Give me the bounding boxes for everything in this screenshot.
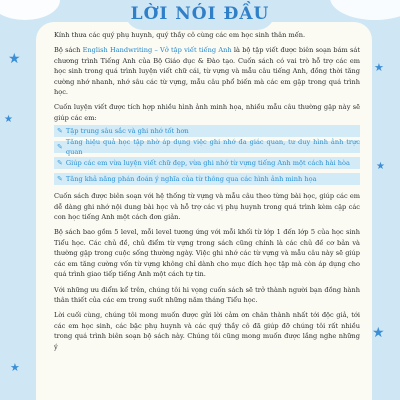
page-title: LỜI NÓI ĐẦU xyxy=(130,4,270,24)
list-item xyxy=(54,125,360,137)
star-icon: ★ xyxy=(4,114,13,125)
benefits-intro-paragraph: Cuốn luyện viết được tích hợp nhiều hình ảnh minh họa, nhiều mẫu câu thường gặp này sẽ giúp các em: xyxy=(54,103,360,122)
page-body xyxy=(54,30,360,357)
list-item xyxy=(54,137,360,157)
pencil-icon: ✎ xyxy=(57,159,63,168)
intro-paragraph xyxy=(54,45,360,97)
list-item-text: Tăng hiệu quả học tập nhờ áp dụng việc ghi nhớ đa giác quan, tư duy hình ảnh trực quan xyxy=(65,137,360,157)
list-item xyxy=(54,157,360,169)
list-item-text: Giúp các em vừa luyện viết chữ đẹp, vừa ghi nhớ từ vựng tiếng Anh một cách hài hòa xyxy=(65,159,350,168)
star-icon: ★ xyxy=(372,325,385,341)
list-item-text: Tập trung sâu sắc và ghi nhớ tốt hơn xyxy=(65,127,189,136)
thanks-paragraph: Lời cuối cùng, chúng tôi mong muốn được gửi lời cảm ơn chân thành nhất tới độc giả, tới các em học sinh, các bậc phụ huynh và các quý thầy cô đã giúp đỡ chúng tôi rất nhiều trong quá trình biên soạn bộ sách này. Chúng tôi cũng mong muốn được lắng nghe những ý xyxy=(54,311,360,351)
star-icon: ★ xyxy=(8,51,21,67)
cloud-decoration xyxy=(0,0,60,20)
pencil-icon: ✎ xyxy=(57,143,63,152)
star-icon: ★ xyxy=(10,361,20,374)
intro-text: Bộ sách xyxy=(54,46,83,55)
book-title-highlight: English Handwriting – Vở tập viết tiếng Anh xyxy=(82,46,232,55)
levels-paragraph: Bộ sách bao gồm 5 level, mỗi level tương ứng với mỗi khối từ lớp 1 đến lớp 5 của học sinh Tiểu học. Các chủ đề, chủ điểm từ vựng trong sách cũng chính là các chủ đề cơ bản và thường gặp trong cuộc sống thường ngày. Việc ghi nhớ các từ vựng và mẫu câu này sẽ giúp các em tăng cường vốn từ vựng không chỉ dành cho mục đích học tập mà còn áp dụng cho quá trình giao tiếp tiếng Anh một cách tự tin. xyxy=(54,228,360,279)
list-item-text: Tăng khả năng phán đoán ý nghĩa của từ thông qua các hình ảnh minh họa xyxy=(65,175,317,184)
pencil-icon: ✎ xyxy=(57,127,63,136)
intro-text: là bộ tập viết được biên soạn bám sát chương trình Tiếng Anh của Bộ Giáo dục & Đào tạo. Cuốn sách có vai trò hỗ trợ các em học sinh trong quá trình luyện viết chữ cái, từ vựng và mẫu câu tiếng Anh, đồng thời tăng cường nhớ nhanh, nhớ sâu các từ vựng, mẫu câu phổ biến mà các em gặp trong quá trình học. xyxy=(54,46,360,97)
structure-paragraph: Cuốn sách được biên soạn với hệ thống từ vựng và mẫu câu theo từng bài học, giúp các em dễ dàng ghi nhớ nội dung bài học và hỗ trợ các vị phụ huynh trong quá trình kèm cặp các con học tiếng Anh một cách đơn giản. xyxy=(54,192,360,222)
cloud-decoration xyxy=(330,0,400,20)
greeting-paragraph: Kính thưa các quý phụ huynh, quý thầy cô cùng các em học sinh thân mến. xyxy=(54,31,306,39)
benefits-list xyxy=(54,125,360,185)
list-item xyxy=(54,173,360,185)
pencil-icon: ✎ xyxy=(57,175,63,184)
star-icon: ★ xyxy=(376,161,385,172)
star-icon: ★ xyxy=(374,61,384,74)
hope-paragraph: Với những ưu điểm kể trên, chúng tôi hi vọng cuốn sách sẽ trở thành người bạn đồng hành thân thiết của các em trong suốt những năm tháng Tiểu học. xyxy=(54,285,360,304)
